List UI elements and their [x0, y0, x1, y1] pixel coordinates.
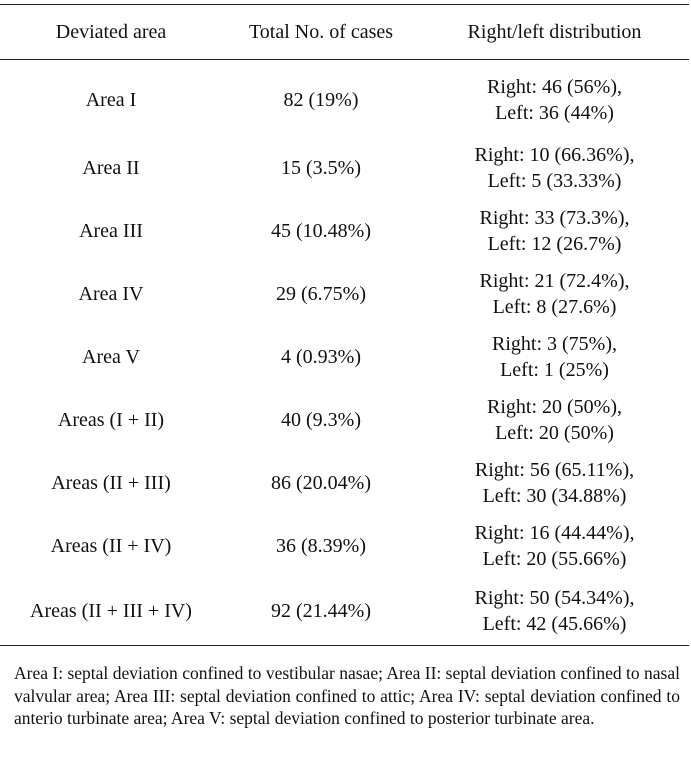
cell-total: 82 (19%) [283, 89, 359, 111]
right-distribution: Right: 21 (72.4%), [479, 269, 630, 292]
right-distribution: Right: 20 (50%), [487, 395, 622, 418]
cell-area: Areas (I + II) [57, 408, 165, 431]
cell-distribution [420, 325, 689, 388]
cell-total: 45 (10.48%) [271, 219, 371, 242]
table-row [0, 136, 689, 199]
header-right-left-distribution: Right/left distribution [420, 5, 689, 60]
cell-area: Area I [85, 89, 137, 111]
right-distribution: Right: 46 (56%), [487, 76, 622, 98]
left-distribution: Left: 1 (25%) [500, 358, 609, 381]
cell-area: Area II [82, 156, 140, 179]
left-distribution: Left: 36 (44%) [495, 102, 614, 124]
table-row [0, 451, 689, 514]
left-distribution: Left: 30 (34.88%) [482, 484, 627, 507]
left-distribution: Left: 42 (45.66%) [482, 613, 627, 635]
right-distribution: Right: 56 (65.11%), [474, 458, 635, 481]
table-row [0, 388, 689, 451]
table-header [0, 5, 689, 60]
cell-total: 92 (21.44%) [222, 577, 420, 646]
deviation-distribution-table [0, 4, 689, 646]
cell-total: 29 (6.75%) [276, 282, 366, 305]
right-distribution: Right: 33 (73.3%), [479, 206, 630, 229]
cell-area: Area IV [78, 282, 144, 305]
cell-distribution [420, 451, 689, 514]
table-row [0, 514, 689, 577]
left-distribution: Left: 8 (27.6%) [492, 295, 617, 318]
cell-distribution [420, 60, 689, 137]
cell-distribution [420, 262, 689, 325]
header-total-cases: Total No. of cases [222, 5, 420, 60]
right-distribution: Right: 10 (66.36%), [474, 143, 635, 166]
table-body [0, 60, 689, 646]
cell-area: Areas (II + III) [51, 471, 171, 494]
cell-total: 36 (8.39%) [276, 534, 366, 557]
cell-total: 40 (9.3%) [281, 408, 361, 431]
cell-area: Area V [82, 345, 140, 368]
cell-total: 86 (20.04%) [271, 471, 371, 494]
right-distribution: Right: 50 (54.34%), [474, 587, 635, 609]
left-distribution: Left: 12 (26.7%) [487, 232, 622, 255]
right-distribution: Right: 16 (44.44%), [474, 521, 635, 544]
left-distribution: Left: 5 (33.33%) [487, 169, 622, 192]
left-distribution: Left: 20 (50%) [495, 421, 614, 444]
header-deviated-area: Deviated area [0, 5, 222, 60]
header-row [0, 5, 689, 60]
cell-distribution [420, 514, 689, 577]
table-footnote: Area I: septal deviation confined to vestibular nasae; Area II: septal deviation confined to nasal valvular area; Area III: septal deviation confined to attic; Area IV: septal deviation confined to anterio turbinate area; Area V: septal deviation confined to posterior turbinate area. [14, 663, 680, 728]
cell-distribution [420, 577, 689, 646]
cell-distribution [420, 136, 689, 199]
table-row [0, 325, 689, 388]
cell-area: Areas (II + IV) [50, 534, 172, 557]
table-row [0, 60, 689, 137]
cell-area: Areas (II + III + IV) [0, 577, 222, 646]
table-row [0, 199, 689, 262]
cell-distribution [420, 199, 689, 262]
cell-total: 4 (0.93%) [281, 345, 361, 368]
cell-distribution [420, 388, 689, 451]
cell-area: Area III [79, 219, 143, 242]
table-row [0, 577, 689, 646]
left-distribution: Left: 20 (55.66%) [482, 547, 627, 570]
cell-total: 15 (3.5%) [281, 156, 361, 179]
table-row [0, 262, 689, 325]
right-distribution: Right: 3 (75%), [492, 332, 617, 355]
